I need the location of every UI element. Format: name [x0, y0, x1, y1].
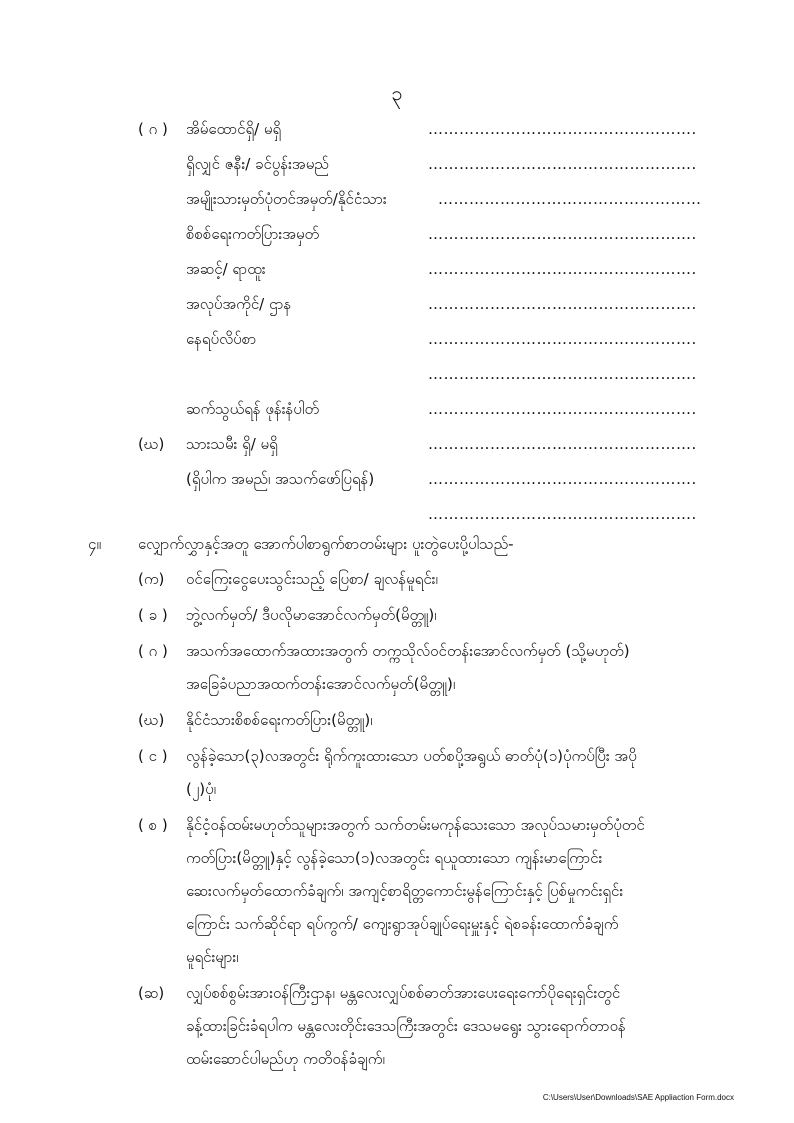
field-value-dots: ……………………………………………. — [428, 260, 697, 278]
attachment-text-line: ထမ်းဆောင်ပါမည်ဟု ကတိဝန်ခံချက်၊ — [186, 1050, 385, 1068]
field-marker: ( ဂ ) — [138, 120, 168, 138]
field-value-dots: ……………………………………………. — [428, 435, 697, 453]
attachment-text-line: (၂)ပုံ၊ — [186, 780, 216, 798]
attachment-text-line: နိုင်ငံသားစိစစ်ရေးကတ်ပြား(မိတ္တူ)၊ — [186, 711, 373, 729]
field-label: (ရှိပါက အမည်၊ အသက်ဖော်ပြရန်) — [186, 470, 375, 488]
attachment-text-line: မူရင်းများ၊ — [186, 948, 239, 966]
field-label: အလုပ်အကိုင်/ ဌာန — [186, 295, 292, 313]
field-value-dots: ……………………………………………. — [428, 470, 697, 488]
field-value-dots: ……………………………………………. — [428, 365, 697, 383]
attachment-text-line: ခန့်ထားခြင်းခံရပါက မန္တလေးတိုင်းဒေသကြီးအတွင်း ဒေသမရွေး သွားရောက်တာဝန် — [186, 1017, 626, 1035]
field-marker: (ဃ) — [138, 435, 165, 453]
attachment-text-line: ဆေးလက်မှတ်ထောက်ခံချက်၊ အကျင့်စာရိတ္တကောင်းမွန်ကြောင်းနှင့် ပြစ်မှုကင်းရှင်း — [186, 882, 624, 900]
attachment-text-line: ကြောင်း သက်ဆိုင်ရာ ရပ်ကွက်/ ကျေးရွာအုပ်ချုပ်ရေးမှူးနှင့် ရဲစခန်းထောက်ခံချက် — [186, 915, 619, 933]
field-value-dots: ……………………………………………. — [428, 400, 697, 418]
field-label: အဆင့်/ ရာထူး — [186, 260, 266, 278]
attachment-marker: (က) — [138, 570, 165, 588]
field-value-dots: ……………………………………………. — [428, 155, 697, 173]
attachment-marker: ( င ) — [138, 747, 168, 765]
attachment-text-line: လွန်ခဲ့သော(၃)လအတွင်း ရိုက်ကူးထားသော ပတ်စပို့အရွယ် ဓာတ်ပုံ(၁)ပုံကပ်ပြီး အပို — [186, 747, 637, 765]
field-value-dots: ……………………………………………. — [428, 225, 697, 243]
attachment-marker: (ဆ) — [138, 984, 165, 1002]
attachment-text-line: ကတ်ပြား(မိတ္တူ)နှင့် လွန်ခဲ့သော(၁)လအတွင်း ရယူထားသော ကျန်းမာကြောင်း — [186, 849, 603, 867]
attachment-marker: ( ဂ ) — [138, 642, 168, 660]
section-number: ၄။ — [88, 535, 101, 553]
attachment-marker: ( စ ) — [138, 816, 168, 834]
field-label: နေရပ်လိပ်စာ — [186, 330, 257, 348]
field-label: ရှိလျှင် ဇနီး/ ခင်ပွန်းအမည် — [186, 155, 329, 173]
field-value-dots: ……………………………………………. — [428, 295, 697, 313]
attachment-text-line: ဝင်ကြေးငွေပေးသွင်းသည့် ပြေစာ/ ချလန်မူရင်း၊ — [186, 570, 438, 588]
field-value-dots: ……………………………………………. — [428, 505, 697, 523]
attachment-text-line: ဘွဲ့လက်မှတ်/ ဒီပလိုမာအောင်လက်မှတ်(မိတ္တူ)၊ — [186, 606, 437, 624]
attachment-text-line: လျှပ်စစ်စွမ်းအားဝန်ကြီးဌာန၊ မန္တလေးလျှပ်စစ်ဓာတ်အားပေးရေးကော်ပိုရေးရှင်းတွင် — [186, 984, 621, 1002]
field-label: စိစစ်ရေးကတ်ပြားအမှတ် — [186, 225, 320, 243]
page-number: ၃ — [391, 81, 403, 105]
field-label: သားသမီး ရှိ/ မရှိ — [186, 435, 278, 453]
field-label: ဆက်သွယ်ရန် ဖုန်းနံပါတ် — [186, 400, 320, 418]
field-value-dots: ……………………………………………. — [428, 120, 697, 138]
document-path-footer: C:\Users\User\Downloads\SAE Appliaction Form.docx — [542, 1093, 734, 1102]
attachment-marker: (ဃ) — [138, 711, 165, 729]
field-value-dots: …………………………………………… — [438, 190, 702, 208]
attachment-text-line: နိုင်ငံ့ဝန်ထမ်းမဟုတ်သူများအတွက် သက်တမ်းမကုန်သေးသော အလုပ်သမားမှတ်ပုံတင် — [186, 816, 645, 834]
field-label: အိမ်ထောင်ရှိ/ မရှိ — [186, 120, 282, 138]
field-label: အမျိုးသားမှတ်ပုံတင်အမှတ်/နိုင်ငံသား — [186, 190, 387, 208]
attachment-text-line: အခြေခံပညာအထက်တန်းအောင်လက်မှတ်(မိတ္တူ)၊ — [186, 675, 456, 693]
field-value-dots: ……………………………………………. — [428, 330, 697, 348]
attachment-marker: ( ခ ) — [138, 606, 168, 624]
section-heading: လျှောက်လွှာနှင့်အတူ အောက်ပါစာရွက်စာတမ်းများ ပူးတွဲပေးပို့ပါသည်- — [138, 535, 514, 553]
attachment-text-line: အသက်အထောက်အထားအတွက် တက္ကသိုလ်ဝင်တန်းအောင်လက်မှတ် (သို့မဟုတ်) — [186, 642, 630, 660]
